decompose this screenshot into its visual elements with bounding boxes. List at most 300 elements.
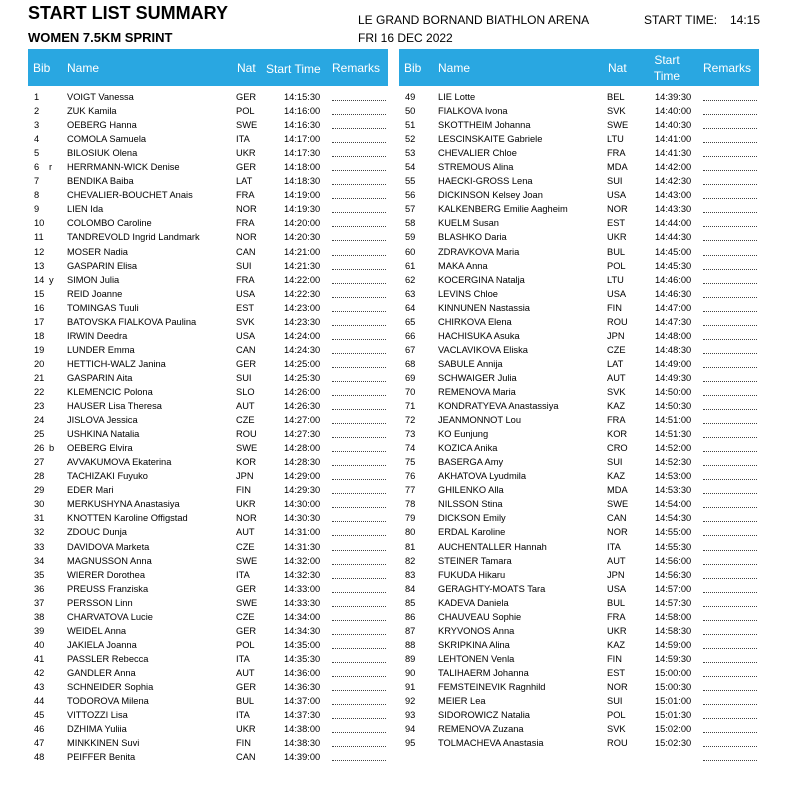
start-time-cell: 14:23:00 [284, 302, 321, 313]
nation-code: FIN [607, 653, 622, 664]
remarks-line [703, 479, 757, 480]
remarks-line [703, 507, 757, 508]
athlete-name: VITTOZZI Lisa [67, 710, 128, 721]
start-time-cell: 14:55:30 [655, 541, 692, 552]
start-time-cell: 14:45:30 [655, 260, 692, 271]
nation-code: NOR [607, 204, 628, 215]
start-time-cell: 14:48:00 [655, 330, 692, 341]
remarks-line [332, 465, 386, 466]
bib-cell: 94 [405, 724, 416, 735]
start-time-cell: 14:51:00 [655, 415, 692, 426]
start-time-cell: 14:41:00 [655, 134, 692, 145]
remarks-line [703, 690, 757, 691]
remarks-line [332, 283, 386, 284]
column-header-start-time [637, 52, 697, 84]
start-time-cell: 14:27:00 [284, 415, 321, 426]
column-header-remarks: Remarks [332, 61, 381, 75]
start-time-cell: 14:18:30 [284, 176, 321, 187]
table-row [399, 624, 759, 638]
bib-cell: 80 [405, 527, 416, 538]
table-row [28, 329, 388, 343]
nation-code: MDA [607, 485, 628, 496]
table-row [28, 666, 388, 680]
remarks-line [332, 142, 386, 143]
start-time-cell: 15:00:30 [655, 681, 692, 692]
start-time-cell: 14:52:30 [655, 457, 692, 468]
nation-code: KAZ [607, 401, 626, 412]
bib-cell: 3 [34, 120, 40, 131]
remarks-line [332, 339, 386, 340]
remarks-line [703, 718, 757, 719]
remarks-line [703, 746, 757, 747]
table-row [28, 371, 388, 385]
bib-cell: 86 [405, 611, 416, 622]
nation-code: AUT [236, 667, 255, 678]
athlete-name: LIEN Ida [67, 204, 104, 215]
bib-cell: 34 [34, 555, 45, 566]
table-row [399, 90, 759, 104]
bib-cell: 32 [34, 527, 45, 538]
bib-cell: 91 [405, 681, 416, 692]
table-row [399, 540, 759, 554]
remarks-line [332, 128, 386, 129]
start-time-cell: 14:21:00 [284, 246, 321, 257]
bib-cell: 69 [405, 372, 416, 383]
table-row [399, 230, 759, 244]
athlete-name: EDER Mari [67, 485, 114, 496]
nation-code: JPN [607, 330, 625, 341]
table-row [28, 596, 388, 610]
bib-cell: 14 [34, 274, 45, 285]
remarks-line [703, 311, 757, 312]
nation-code: NOR [236, 232, 257, 243]
table-row [399, 329, 759, 343]
bib-cell: 41 [34, 653, 45, 664]
table-row [28, 469, 388, 483]
table-row [28, 652, 388, 666]
remarks-line [703, 465, 757, 466]
athlete-name: BLASHKO Daria [438, 232, 507, 243]
remarks-line [703, 339, 757, 340]
athlete-name: AUCHENTALLER Hannah [438, 541, 547, 552]
nation-code: GER [236, 358, 257, 369]
bib-cell: 29 [34, 485, 45, 496]
column-header-nat: Nat [608, 61, 627, 75]
bib-cell: 30 [34, 499, 45, 510]
nation-code: CZE [607, 344, 626, 355]
table-row [28, 610, 388, 624]
athlete-name: STEINER Tamara [438, 555, 512, 566]
start-time-cell: 14:51:30 [655, 429, 692, 440]
bib-cell: 12 [34, 246, 45, 257]
nation-code: BEL [607, 92, 625, 102]
athlete-name: PEIFFER Benita [67, 752, 136, 763]
remarks-line [332, 114, 386, 115]
remarks-line [703, 409, 757, 410]
start-time-cell: 14:21:30 [284, 260, 321, 271]
nation-code: FRA [607, 611, 626, 622]
table-row [399, 441, 759, 455]
bib-cell: 58 [405, 218, 416, 229]
start-time-cell: 14:46:00 [655, 274, 692, 285]
table-row [399, 610, 759, 624]
table-row [28, 497, 388, 511]
start-time-cell: 14:16:00 [284, 106, 321, 117]
start-time-cell: 14:35:30 [284, 653, 321, 664]
nation-code: LTU [607, 274, 624, 285]
bib-cell: 21 [34, 372, 45, 383]
athlete-name: LEHTONEN Venla [438, 653, 515, 664]
athlete-name: TOMINGAS Tuuli [67, 302, 139, 313]
column-header-bib: Bib [33, 61, 51, 75]
table-row [399, 188, 759, 202]
nation-code: FIN [236, 738, 251, 749]
athlete-name: BATOVSKA FIALKOVA Paulina [67, 316, 197, 327]
nation-code: AUT [236, 527, 255, 538]
nation-code: EST [607, 218, 626, 229]
nation-code: MDA [607, 162, 628, 173]
remarks-line [703, 353, 757, 354]
athlete-name: HACHISUKA Asuka [438, 330, 520, 341]
bib-cell: 56 [405, 190, 416, 201]
table-row [28, 708, 388, 722]
nation-code: JPN [607, 569, 625, 580]
bib-cell: 63 [405, 288, 416, 299]
nation-code: SVK [607, 386, 626, 397]
start-time-cell: 14:23:30 [284, 316, 321, 327]
table-row [28, 525, 388, 539]
remarks-line [703, 535, 757, 536]
remarks-line [703, 255, 757, 256]
athlete-name: HAUSER Lisa Theresa [67, 401, 162, 412]
bib-cell: 93 [405, 710, 416, 721]
start-time-cell: 14:17:00 [284, 134, 321, 145]
nation-code: SUI [607, 696, 623, 707]
nation-code: NOR [236, 513, 257, 524]
nation-code: GER [236, 625, 257, 636]
start-time-cell: 15:01:30 [655, 710, 692, 721]
table-row-empty [399, 750, 759, 764]
remarks-line [703, 269, 757, 270]
athlete-name: KLEMENCIC Polona [67, 386, 153, 397]
bib-cell: 92 [405, 696, 416, 707]
remarks-line [332, 592, 386, 593]
start-time-cell: 15:02:30 [655, 738, 692, 749]
start-time-cell: 14:34:00 [284, 611, 321, 622]
remarks-line [703, 620, 757, 621]
table-row [399, 315, 759, 329]
table-row [399, 273, 759, 287]
table-row [28, 582, 388, 596]
start-time-cell: 14:53:00 [655, 471, 692, 482]
bib-cell: 22 [34, 386, 45, 397]
remarks-line [332, 578, 386, 579]
nation-code: ITA [236, 134, 250, 145]
start-time-cell: 14:22:00 [284, 274, 321, 285]
start-time-cell: 14:35:00 [284, 639, 321, 650]
start-time-cell: 14:40:30 [655, 120, 692, 131]
athlete-name: MAGNUSSON Anna [67, 555, 152, 566]
nation-code: GER [236, 583, 257, 594]
athlete-name: REID Joanne [67, 288, 123, 299]
athlete-name: MINKKINEN Suvi [67, 738, 140, 749]
start-time-cell: 14:32:00 [284, 555, 321, 566]
remarks-line [332, 620, 386, 621]
athlete-name: DICKSON Emily [438, 513, 506, 524]
bib-cell: 18 [34, 330, 45, 341]
nation-code: SWE [236, 443, 258, 454]
remarks-line [703, 184, 757, 185]
start-time-cell: 14:28:00 [284, 443, 321, 454]
athlete-name: ZUK Kamila [67, 106, 117, 117]
table-row [28, 540, 388, 554]
start-time-cell: 14:31:00 [284, 527, 321, 538]
bib-cell: 53 [405, 148, 416, 159]
remarks-line [703, 732, 757, 733]
nation-code: ROU [607, 738, 628, 749]
table-row [28, 104, 388, 118]
athlete-name: SIMON Julia [67, 274, 120, 285]
athlete-name: HAECKI-GROSS Lena [438, 176, 533, 187]
nation-code: SVK [607, 106, 626, 117]
nation-code: UKR [236, 499, 256, 510]
nation-code: ITA [607, 541, 621, 552]
nation-code: UKR [607, 625, 627, 636]
table-row [399, 736, 759, 750]
table-row [399, 694, 759, 708]
table-header-right [399, 49, 759, 86]
remarks-line [703, 170, 757, 171]
bib-cell: 83 [405, 569, 416, 580]
nation-code: AUT [607, 555, 626, 566]
table-row [28, 202, 388, 216]
start-time-cell: 14:31:30 [284, 541, 321, 552]
athlete-name: GHILENKO Alla [438, 485, 504, 496]
bib-cell: 72 [405, 415, 416, 426]
bib-cell: 19 [34, 344, 45, 355]
bib-cell: 35 [34, 569, 45, 580]
start-time-cell: 14:38:00 [284, 724, 321, 735]
remarks-line [703, 676, 757, 677]
start-time-label: START TIME: [644, 13, 718, 27]
table-row [28, 188, 388, 202]
start-time-cell: 14:19:00 [284, 190, 321, 201]
bib-cell: 65 [405, 316, 416, 327]
bib-cell: 16 [34, 302, 45, 313]
nation-code: SUI [607, 176, 623, 187]
start-time-cell: 14:28:30 [284, 457, 321, 468]
start-time-cell: 14:52:00 [655, 443, 692, 454]
start-time-cell: 14:59:00 [655, 639, 692, 650]
table-row [28, 230, 388, 244]
nation-code: BUL [607, 246, 626, 257]
bib-cell: 89 [405, 653, 416, 664]
table-row [399, 357, 759, 371]
athlete-name: FUKUDA Hikaru [438, 569, 506, 580]
table-row [399, 427, 759, 441]
remarks-line [332, 100, 386, 101]
start-time-cell: 14:58:00 [655, 611, 692, 622]
athlete-name: REMENOVA Maria [438, 386, 516, 397]
nation-code: FRA [607, 415, 626, 426]
start-time-cell: 14:27:30 [284, 429, 321, 440]
remarks-line [703, 381, 757, 382]
athlete-name: DZHIMA Yuliia [67, 724, 127, 735]
bib-cell: 4 [34, 134, 40, 145]
nation-code: ITA [236, 653, 250, 664]
athlete-name: IRWIN Deedra [67, 330, 128, 341]
table-row [28, 736, 388, 750]
athlete-name: STREMOUS Alina [438, 162, 514, 173]
athlete-name: PASSLER Rebecca [67, 653, 149, 664]
nation-code: ROU [607, 316, 628, 327]
nation-code: KOR [236, 457, 257, 468]
table-row [399, 708, 759, 722]
athlete-name: HETTICH-WALZ Janina [67, 358, 166, 369]
nation-code: AUT [236, 401, 255, 412]
remarks-line [703, 550, 757, 551]
nation-code: FIN [607, 302, 622, 313]
nation-code: USA [607, 288, 627, 299]
start-time-cell: 14:17:30 [284, 148, 321, 159]
remarks-line [332, 493, 386, 494]
start-time-cell: 14:38:30 [284, 738, 321, 749]
bib-cell: 23 [34, 401, 45, 412]
table-row [399, 680, 759, 694]
remarks-line [332, 746, 386, 747]
start-time-cell: 14:44:30 [655, 232, 692, 243]
table-row [399, 104, 759, 118]
athlete-name: KNOTTEN Karoline Offigstad [67, 513, 188, 524]
nation-code: SWE [607, 499, 629, 510]
table-row [28, 273, 388, 287]
bib-cell: 9 [34, 204, 40, 215]
bib-cell: 7 [34, 176, 40, 187]
nation-code: NOR [607, 681, 628, 692]
bib-cell: 59 [405, 232, 416, 243]
remarks-line [703, 493, 757, 494]
table-row [28, 413, 388, 427]
bib-cell: 46 [34, 724, 45, 735]
nation-code: CAN [236, 246, 256, 257]
table-row [399, 132, 759, 146]
table-row [399, 483, 759, 497]
nation-code: CAN [236, 344, 256, 355]
nation-code: LTU [607, 134, 624, 145]
bib-cell: 64 [405, 302, 416, 313]
table-row [28, 315, 388, 329]
start-time-cell: 14:57:00 [655, 583, 692, 594]
bib-cell: 55 [405, 176, 416, 187]
table-row [399, 666, 759, 680]
bib-cell: 20 [34, 358, 45, 369]
table-row [399, 174, 759, 188]
start-time-cell: 14:43:00 [655, 190, 692, 201]
nation-code: SUI [607, 457, 623, 468]
start-time-value: 14:15 [730, 13, 761, 27]
start-time-cell: 14:59:30 [655, 653, 692, 664]
bib-cell: 48 [34, 752, 45, 763]
bib-cell: 75 [405, 457, 416, 468]
nation-code: USA [236, 288, 256, 299]
remarks-line [703, 606, 757, 607]
start-time-cell: 14:49:00 [655, 358, 692, 369]
start-list-right-column [399, 49, 759, 764]
start-time-cell: 14:47:00 [655, 302, 692, 313]
remarks-line [332, 156, 386, 157]
remarks-line [332, 564, 386, 565]
table-row [28, 483, 388, 497]
table-row [399, 554, 759, 568]
start-time-cell: 14:18:00 [284, 162, 321, 173]
remarks-line [332, 395, 386, 396]
column-header-nat: Nat [237, 61, 256, 75]
bib-cell: 95 [405, 738, 416, 749]
remarks-line [703, 198, 757, 199]
athlete-name: KOCERGINA Natalja [438, 274, 525, 285]
bib-cell: 11 [34, 232, 44, 243]
remarks-line [332, 423, 386, 424]
athlete-name: USHKINA Natalia [67, 429, 140, 440]
athlete-name: KADEVA Daniela [438, 597, 509, 608]
nation-code: USA [607, 583, 627, 594]
remarks-line [332, 353, 386, 354]
remarks-line [332, 269, 386, 270]
bib-cell: 26 [34, 443, 45, 454]
nation-code: CZE [236, 415, 255, 426]
bib-cell: 31 [34, 513, 45, 524]
table-row [28, 90, 388, 104]
bib-cell: 42 [34, 667, 45, 678]
remarks-line [703, 325, 757, 326]
start-time-cell: 14:29:00 [284, 471, 321, 482]
athlete-name: HERRMANN-WICK Denise [67, 162, 180, 173]
table-row [28, 301, 388, 315]
remarks-line [332, 381, 386, 382]
nation-code: CAN [236, 752, 256, 763]
table-row [28, 160, 388, 174]
start-time-cell: 14:32:30 [284, 569, 321, 580]
remarks-line [332, 325, 386, 326]
bib-cell: 25 [34, 429, 45, 440]
remarks-line [332, 732, 386, 733]
athlete-name: FEMSTEINEVIK Ragnhild [438, 681, 546, 692]
remarks-line [703, 437, 757, 438]
nation-code: KOR [607, 429, 628, 440]
table-row [399, 202, 759, 216]
athlete-name: CHIRKOVA Elena [438, 316, 512, 327]
athlete-list-left [28, 86, 388, 764]
remarks-line [332, 367, 386, 368]
start-time-cell: 14:37:00 [284, 696, 321, 707]
table-row [28, 245, 388, 259]
athlete-name: KRYVONOS Anna [438, 625, 515, 636]
table-row [399, 301, 759, 315]
table-row [399, 399, 759, 413]
start-time-cell: 14:42:30 [655, 176, 692, 187]
nation-code: AUT [607, 372, 626, 383]
athlete-name: SIDOROWICZ Natalia [438, 710, 530, 721]
table-row [399, 652, 759, 666]
athlete-name: SCHNEIDER Sophia [67, 681, 154, 692]
table-row [399, 455, 759, 469]
start-time-cell: 14:19:30 [284, 204, 321, 215]
remarks-line [703, 367, 757, 368]
start-time-cell: 14:57:30 [655, 597, 692, 608]
athlete-name: JAKIELA Joanna [67, 639, 137, 650]
athlete-name: KINNUNEN Nastassia [438, 302, 530, 313]
start-time-cell: 15:00:00 [655, 667, 692, 678]
